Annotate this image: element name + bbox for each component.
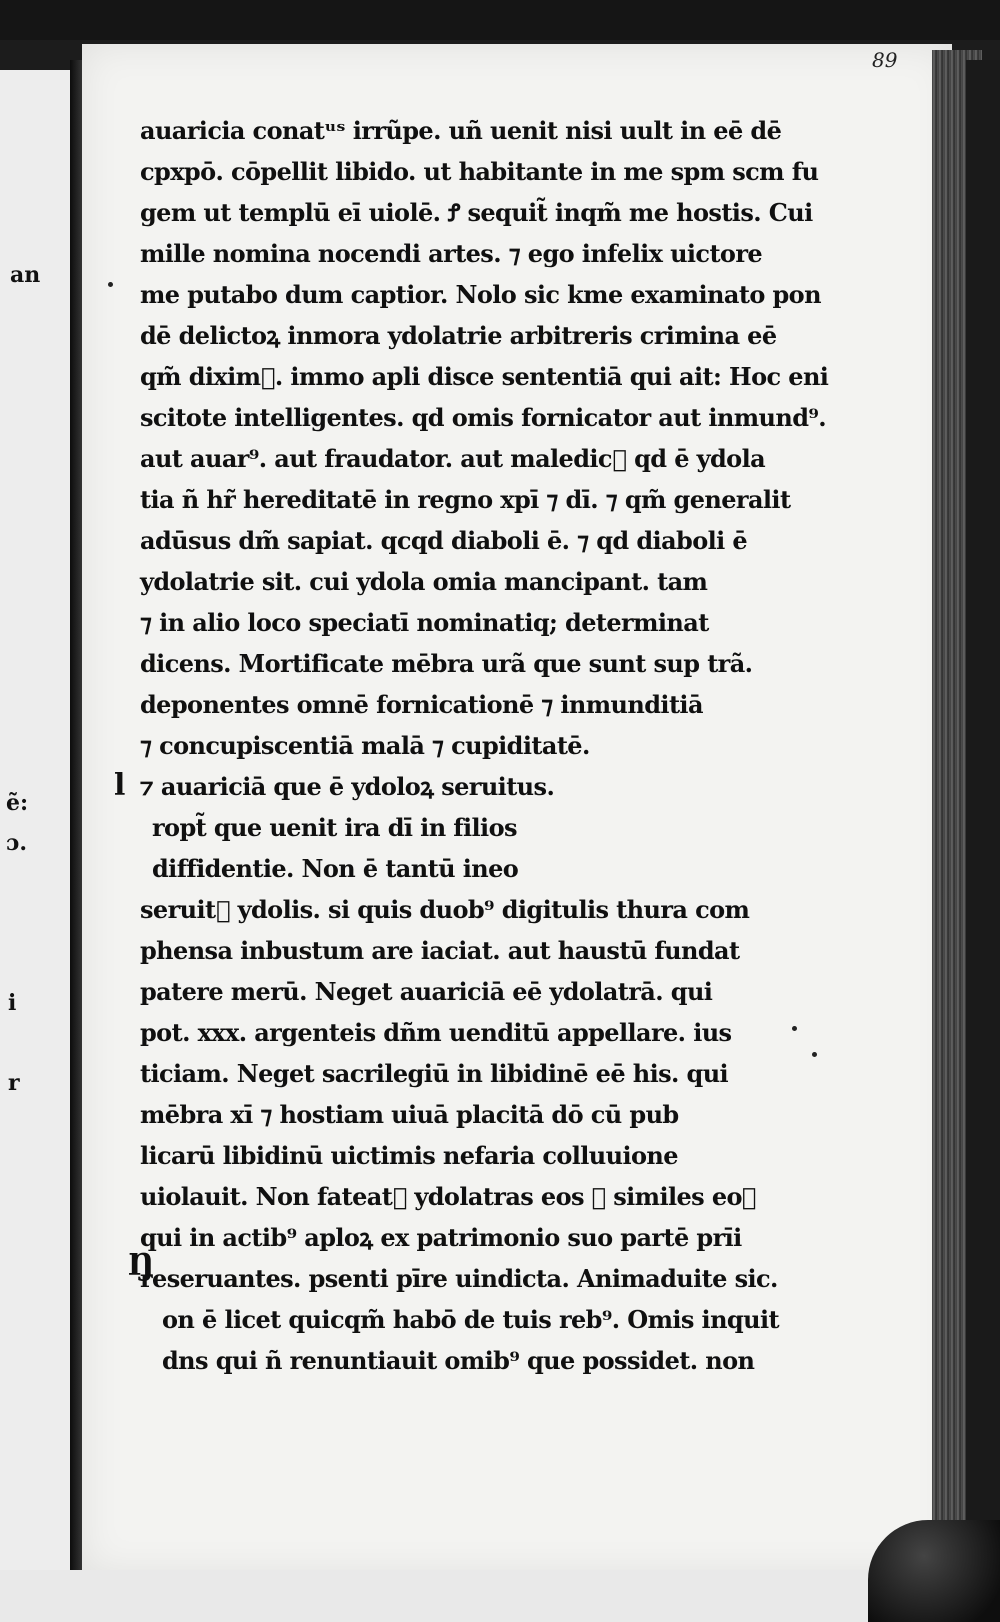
scanner-background-bottom (0, 1570, 1000, 1622)
ink-speck (812, 1052, 817, 1057)
text-line: dē delictoꝝ inmora ydolatrie arbitreris crimina eē (140, 321, 777, 350)
text-line: ⁊ in alio loco speciatī nominatiq; determinat (140, 608, 709, 637)
text-line: ⁊ auariciā que ē ydoloꝝ seruitus. (140, 772, 555, 801)
text-line: qui in actib⁹ aploꝝ ex patrimonio suo partē prīi (140, 1223, 742, 1252)
book-edge-shadow (966, 60, 1000, 1560)
text-line: tia ñ hr̃ hereditatē in regno xpī ⁊ dī. ⁊ qm̃ generalit (140, 485, 791, 514)
text-line: dns qui ñ renuntiauit omib⁹ que possidet. non (162, 1346, 755, 1375)
text-line: gem ut templū eī uiolē. Ꝭ sequit̃ inqm̃ me hostis. Cui (140, 198, 813, 227)
text-line: on ē licet quicqm̃ habō de tuis reb⁹. Omis inquit (162, 1305, 779, 1334)
left-page-fragment: ɔ. (6, 830, 28, 856)
text-line: mēbra xī ⁊ hostiam uiuā placitā dō cū pub (140, 1100, 679, 1129)
text-line: deponentes omnē fornicationē ⁊ inmunditiā (140, 690, 703, 719)
left-page-fragment: r (8, 1070, 20, 1096)
text-line: phensa inbustum are iaciat. aut haustū fundat (140, 936, 740, 965)
marginal-initial: Ŋ (128, 1248, 155, 1283)
left-page-fragment: i (8, 990, 17, 1016)
thumb-holding-page (868, 1520, 1000, 1622)
text-line: licarū libidinū uictimis nefaria colluuione (140, 1141, 678, 1170)
text-line: ydolatrie sit. cui ydola omia mancipant. tam (140, 567, 708, 596)
ink-speck (108, 282, 113, 287)
text-line: scitote intelligentes. qd omis fornicator aut inmund⁹. (140, 403, 827, 432)
text-line: pot. xxx. argenteis dñm uenditū appellare. ius (140, 1018, 732, 1047)
text-line: adūsus dm̃ sapiat. qcqd diaboli ē. ⁊ qd diaboli ē (140, 526, 748, 555)
text-line: reseruantes. psenti pīre uindicta. Animaduite sic. (140, 1264, 778, 1293)
scanner-background-top (0, 0, 1000, 40)
left-page-fragment: ẽ: (6, 790, 29, 816)
text-line: auaricia conatᵘˢ irrũpe. uñ uenit nisi uult in eē dē (140, 116, 782, 145)
text-line: mille nomina nocendi artes. ⁊ ego infelix uictore (140, 239, 763, 268)
text-line: seruit᷑ ydolis. si quis duob⁹ digitulis thura com (140, 895, 750, 924)
ink-speck (792, 1026, 797, 1031)
marginal-initial: l (114, 768, 126, 803)
text-line: ropt̃ que uenit ira dī in filios (152, 813, 517, 842)
text-line: me putabo dum captior. Nolo sic kme examinato pon (140, 280, 821, 309)
folio-number: 89 (872, 48, 898, 72)
text-line: diffidentie. Non ē tantū ineo (152, 854, 519, 883)
facing-page-left (0, 70, 76, 1570)
left-page-fragment: an (10, 262, 41, 288)
text-line: patere merū. Neget auariciā eē ydolatrā. qui (140, 977, 713, 1006)
text-line: ⁊ concupiscentiā malā ⁊ cupiditatē. (140, 731, 590, 760)
manuscript-text (140, 110, 829, 1381)
text-line: aut auar⁹. aut fraudator. aut maledic᷑ qd ē ydola (140, 444, 766, 473)
text-line: cpxpō. cōpellit libido. ut habitante in me spm scm fu (140, 157, 819, 186)
text-line: uiolauit. Non fateat᷑ ydolatras eos ⁊ similes eoꝝ (140, 1182, 756, 1211)
text-line: dicens. Mortificate mēbra urã que sunt sup trã. (140, 649, 753, 678)
text-line: qm̃ dixim᷑. immo apli disce sententiā qui ait: Hoc eni (140, 362, 829, 391)
text-line: ticiam. Neget sacrilegiū in libidinē eē his. qui (140, 1059, 729, 1088)
